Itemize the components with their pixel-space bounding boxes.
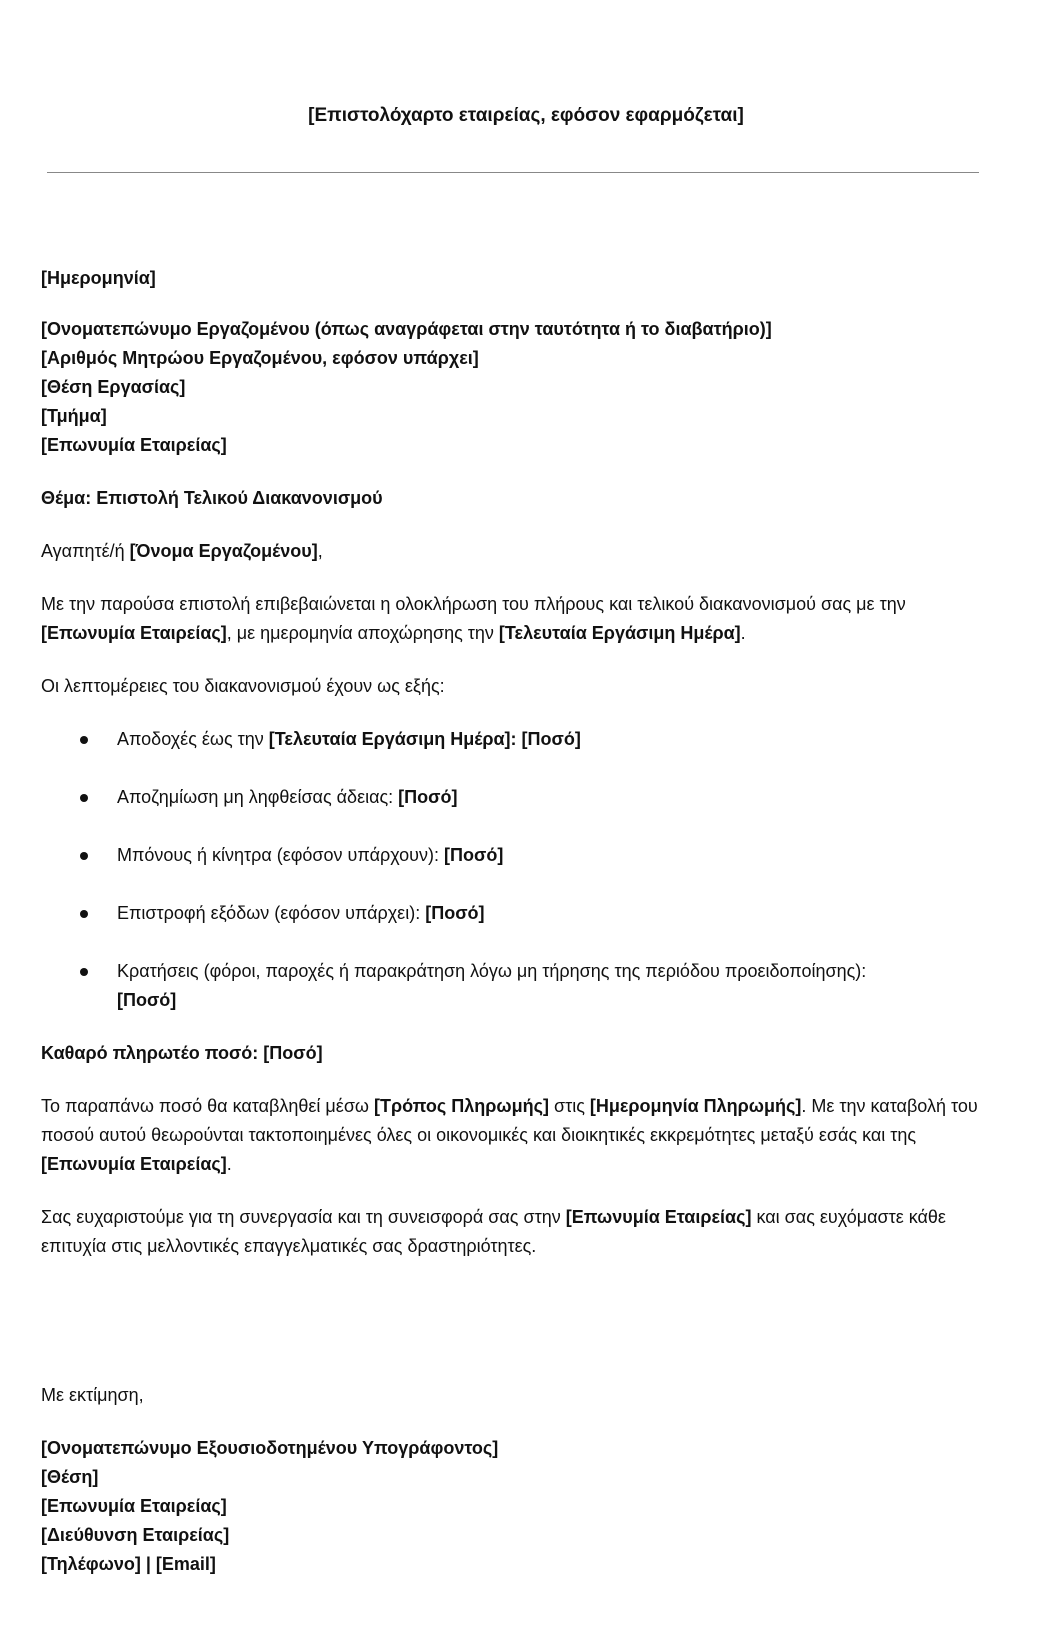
recipient-company: [Επωνυμία Εταιρείας]	[41, 435, 227, 455]
bullet-icon	[80, 794, 88, 802]
letter-body	[41, 264, 1001, 1579]
signatory-position: [Θέση]	[41, 1467, 99, 1487]
recipient-position: [Θέση Εργασίας]	[41, 377, 186, 397]
payment-paragraph: Το παραπάνω ποσό θα καταβληθεί μέσω [Τρόπος Πληρωμής] στις [Ημερομηνία Πληρωμής]. Με την καταβολή του ποσού αυτού θεωρούνται τακτοποιημένες όλες οι οικονομικές και διοικητικές εκκρεμότητες μεταξύ εσάς και της [Επωνυμία Εταιρείας].	[41, 1096, 978, 1174]
list-item: Αποδοχές έως την [Τελευταία Εργάσιμη Ημέρα]: [Ποσό]	[41, 725, 1001, 754]
letter-date: [Ημερομηνία]	[41, 268, 156, 288]
header-divider	[47, 172, 979, 173]
recipient-registry-number: [Αριθμός Μητρώου Εργαζομένου, εφόσον υπάρχει]	[41, 348, 479, 368]
settlement-details-list	[41, 725, 1001, 1015]
recipient-block	[41, 315, 1001, 460]
bullet-icon	[80, 968, 88, 976]
list-item: Κρατήσεις (φόροι, παροχές ή παρακράτηση λόγω μη τήρησης της περιόδου προειδοποίησης): [Ποσό]	[41, 957, 1001, 1015]
letter-subject: Θέμα: Επιστολή Τελικού Διακανονισμού	[41, 488, 383, 508]
signatory-block	[41, 1434, 1001, 1579]
list-item: Αποζημίωση μη ληφθείσας άδειας: [Ποσό]	[41, 783, 1001, 812]
list-item: Μπόνους ή κίνητρα (εφόσον υπάρχουν): [Ποσό]	[41, 841, 1001, 870]
recipient-full-name: [Ονοματεπώνυμο Εργαζομένου (όπως αναγράφεται στην ταυτότητα ή το διαβατήριο)]	[41, 319, 772, 339]
signatory-full-name: [Ονοματεπώνυμο Εξουσιοδοτημένου Υπογράφοντος]	[41, 1438, 499, 1458]
details-intro: Οι λεπτομέρειες του διακανονισμού έχουν ως εξής:	[41, 676, 445, 696]
intro-paragraph: Με την παρούσα επιστολή επιβεβαιώνεται η ολοκλήρωση του πλήρους και τελικού διακανονισμού σας με την [Επωνυμία Εταιρείας], με ημερομηνία αποχώρησης την [Τελευταία Εργάσιμη Ημέρα].	[41, 594, 906, 643]
signatory-contact: [Τηλέφωνο] | [Email]	[41, 1554, 216, 1574]
net-amount: Καθαρό πληρωτέο ποσό: [Ποσό]	[41, 1043, 323, 1063]
thanks-paragraph: Σας ευχαριστούμε για τη συνεργασία και τη συνεισφορά σας στην [Επωνυμία Εταιρείας] και σας ευχόμαστε κάθε επιτυχία στις μελλοντικές επαγγελματικές σας δραστηριότητες.	[41, 1207, 946, 1256]
bullet-icon	[80, 736, 88, 744]
greeting-name: [Όνομα Εργαζομένου]	[129, 541, 318, 561]
bullet-icon	[80, 852, 88, 860]
list-item: Επιστροφή εξόδων (εφόσον υπάρχει): [Ποσό]	[41, 899, 1001, 928]
greeting: Αγαπητέ/ή [Όνομα Εργαζομένου],	[41, 541, 323, 561]
letterhead: [Επιστολόχαρτο εταιρείας, εφόσον εφαρμόζεται]	[308, 105, 744, 126]
closing: Με εκτίμηση,	[41, 1385, 144, 1405]
signatory-address: [Διεύθυνση Εταιρείας]	[41, 1525, 230, 1545]
recipient-department: [Τμήμα]	[41, 406, 107, 426]
signatory-company: [Επωνυμία Εταιρείας]	[41, 1496, 227, 1516]
bullet-icon	[80, 910, 88, 918]
